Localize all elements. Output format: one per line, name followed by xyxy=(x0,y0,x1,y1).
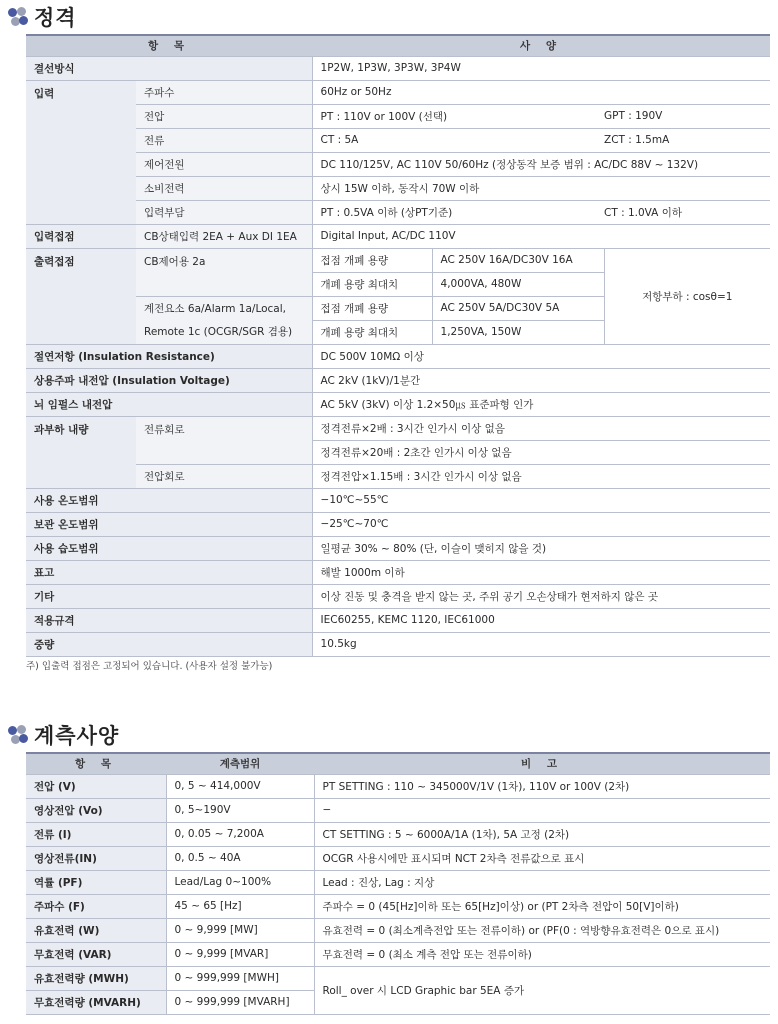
header-item: 항 목 xyxy=(26,753,166,774)
row-label: 절연저항 (Insulation Resistance) xyxy=(26,344,312,368)
row-label: 중량 xyxy=(26,632,312,656)
spec-row xyxy=(26,56,770,80)
meas-item: 무효전력량 (MVARH) xyxy=(26,990,166,1014)
row-sublabel: 제어전원 xyxy=(136,152,312,176)
header-item: 항 목 xyxy=(26,35,312,56)
row-label: 상용주파 내전압 (Insulation Voltage) xyxy=(26,368,312,392)
spec-row xyxy=(26,152,770,176)
header-spec: 사 양 xyxy=(312,35,770,56)
row-label: 출력접점 xyxy=(26,248,136,344)
spec-row xyxy=(26,344,770,368)
meas-range: 0 ~ 999,999 [MWH] xyxy=(166,966,314,990)
meas-range: 0, 0.5 ~ 40A xyxy=(166,846,314,870)
row-sublabel: 전압회로 xyxy=(136,464,312,488)
row-value: 정격전압×1.15배 : 3시간 인가시 이상 없음 xyxy=(312,464,770,488)
spec-row xyxy=(26,488,770,512)
spec-row xyxy=(26,392,770,416)
row-value: 개폐 용량 최대치 xyxy=(312,320,432,344)
spec-row xyxy=(26,464,770,488)
row-label: 기타 xyxy=(26,584,312,608)
spec-header-row xyxy=(26,35,770,56)
row-value: PT : 110V or 100V (선택) xyxy=(312,104,604,128)
row-value: IEC60255, KEMC 1120, IEC61000 xyxy=(312,608,770,632)
spec-row xyxy=(26,224,770,248)
meas-range: 0, 0.05 ~ 7,200A xyxy=(166,822,314,846)
row-label: 결선방식 xyxy=(26,56,312,80)
row-value: 60Hz or 50Hz xyxy=(312,80,770,104)
bullet-dots-icon xyxy=(8,725,28,745)
row-sublabel: CB제어용 2a xyxy=(136,248,312,296)
meas-title: 계측사양 xyxy=(34,724,120,748)
meas-note: Lead : 진상, Lag : 지상 xyxy=(314,870,770,894)
spec-row xyxy=(26,512,770,536)
spec-row xyxy=(26,632,770,656)
meas-row xyxy=(26,774,770,798)
row-sublabel: 전류 xyxy=(136,128,312,152)
meas-row xyxy=(26,918,770,942)
meas-item: 유효전력 (W) xyxy=(26,918,166,942)
spec-row xyxy=(26,560,770,584)
row-sublabel: 입력부담 xyxy=(136,200,312,224)
meas-range: 0 ~ 9,999 [MW] xyxy=(166,918,314,942)
meas-note: CT SETTING : 5 ~ 6000A/1A (1차), 5A 고정 (2차) xyxy=(314,822,770,846)
meas-item: 유효전력량 (MWH) xyxy=(26,966,166,990)
row-value: CT : 1.0VA 이하 xyxy=(604,200,770,224)
row-value: 정격전류×2배 : 3시간 인가시 이상 없음 xyxy=(312,416,770,440)
meas-range: 0 ~ 999,999 [MVARH] xyxy=(166,990,314,1014)
meas-item: 영상전류(IN) xyxy=(26,846,166,870)
spec-section-title xyxy=(8,2,77,32)
spec-row xyxy=(26,536,770,560)
row-value: 개폐 용량 최대치 xyxy=(312,272,432,296)
meas-note: 주파수 = 0 (45[Hz]이하 또는 65[Hz]이상) or (PT 2차측 전압이 50[V]이하) xyxy=(314,894,770,918)
row-value: ZCT : 1.5mA xyxy=(604,128,770,152)
row-label: 뇌 임펄스 내전압 xyxy=(26,392,312,416)
spec-row xyxy=(26,104,770,128)
row-label: 사용 습도범위 xyxy=(26,536,312,560)
row-value: 접점 개폐 용량 xyxy=(312,248,432,272)
row-value: 이상 진동 및 충격을 받지 않는 곳, 주위 공기 오손상태가 현저하지 않은 곳 xyxy=(312,584,770,608)
meas-row xyxy=(26,846,770,870)
row-value: AC 250V 5A/DC30V 5A xyxy=(432,296,604,320)
resistive-load-note: 저항부하 : cosθ=1 xyxy=(604,248,770,344)
meas-note: 유효전력 = 0 (최소계측전압 또는 전류이하) or (PF(0 : 역방향유효전력은 0으로 표시) xyxy=(314,918,770,942)
meas-item: 전압 (V) xyxy=(26,774,166,798)
row-value: CT : 5A xyxy=(312,128,604,152)
meas-item: 역률 (PF) xyxy=(26,870,166,894)
spec-title: 정격 xyxy=(34,6,77,30)
row-value: DC 500V 10MΩ 이상 xyxy=(312,344,770,368)
meas-item: 전류 (I) xyxy=(26,822,166,846)
row-value: 1,250VA, 150W xyxy=(432,320,604,344)
row-value: Digital Input, AC/DC 110V xyxy=(312,224,770,248)
row-value: 정격전류×20배 : 2초간 인가시 이상 없음 xyxy=(312,440,770,464)
row-sublabel: 전류회로 xyxy=(136,416,312,464)
bullet-dots-icon xyxy=(8,7,28,27)
meas-range: 0 ~ 9,999 [MVAR] xyxy=(166,942,314,966)
row-value: GPT : 190V xyxy=(604,104,770,128)
row-label: 입력 xyxy=(26,80,136,224)
spec-footnote: 주) 입출력 접점은 고정되어 있습니다. (사용자 설정 불가능) xyxy=(26,661,273,672)
row-label: 사용 온도범위 xyxy=(26,488,312,512)
meas-item: 영상전압 (Vo) xyxy=(26,798,166,822)
meas-note: OCGR 사용시에만 표시되며 NCT 2차측 전류값으로 표시 xyxy=(314,846,770,870)
row-value: 해발 1000m 이하 xyxy=(312,560,770,584)
row-sublabel: CB상태입력 2EA + Aux DI 1EA xyxy=(136,224,312,248)
row-value: 접점 개폐 용량 xyxy=(312,296,432,320)
meas-row xyxy=(26,942,770,966)
meas-table xyxy=(26,752,770,1015)
spec-row xyxy=(26,584,770,608)
meas-row xyxy=(26,822,770,846)
meas-range: 45 ~ 65 [Hz] xyxy=(166,894,314,918)
row-value: 일평균 30% ~ 80% (단, 이슬이 맺히지 않을 것) xyxy=(312,536,770,560)
spec-row xyxy=(26,248,770,272)
spec-row xyxy=(26,176,770,200)
row-label: 입력접점 xyxy=(26,224,136,248)
meas-section-title xyxy=(8,720,119,750)
meas-note: PT SETTING : 110 ~ 345000V/1V (1차), 110V or 100V (2차) xyxy=(314,774,770,798)
row-label: 과부하 내량 xyxy=(26,416,136,488)
meas-row xyxy=(26,798,770,822)
meas-row xyxy=(26,870,770,894)
meas-header-row xyxy=(26,753,770,774)
row-value: 4,000VA, 480W xyxy=(432,272,604,296)
row-sublabel: Remote 1c (OCGR/SGR 겸용) xyxy=(136,320,312,344)
spec-table xyxy=(26,34,770,657)
row-value: AC 5kV (3kV) 이상 1.2×50㎲ 표준파형 인가 xyxy=(312,392,770,416)
row-label: 보관 온도범위 xyxy=(26,512,312,536)
spec-row xyxy=(26,368,770,392)
row-sublabel: 전압 xyxy=(136,104,312,128)
row-value: DC 110/125V, AC 110V 50/60Hz (정상동작 보증 범위 : AC/DC 88V ~ 132V) xyxy=(312,152,770,176)
row-label: 표고 xyxy=(26,560,312,584)
header-note: 비 고 xyxy=(314,753,770,774)
meas-note: 무효전력 = 0 (최소 계측 전압 또는 전류이하) xyxy=(314,942,770,966)
meas-item: 주파수 (F) xyxy=(26,894,166,918)
meas-row xyxy=(26,894,770,918)
row-value: 10.5kg xyxy=(312,632,770,656)
row-value: AC 250V 16A/DC30V 16A xyxy=(432,248,604,272)
spec-row xyxy=(26,200,770,224)
row-value: 상시 15W 이하, 동작시 70W 이하 xyxy=(312,176,770,200)
meas-note: Roll_ over 시 LCD Graphic bar 5EA 증가 xyxy=(314,966,770,1014)
row-value: 1P2W, 1P3W, 3P3W, 3P4W xyxy=(312,56,770,80)
row-value: −25℃~70℃ xyxy=(312,512,770,536)
meas-note: − xyxy=(314,798,770,822)
row-value: −10℃~55℃ xyxy=(312,488,770,512)
row-sublabel: 소비전력 xyxy=(136,176,312,200)
row-label: 적용규격 xyxy=(26,608,312,632)
spec-row xyxy=(26,416,770,440)
spec-row xyxy=(26,128,770,152)
meas-range: Lead/Lag 0~100% xyxy=(166,870,314,894)
spec-row xyxy=(26,80,770,104)
row-value: PT : 0.5VA 이하 (상PT기준) xyxy=(312,200,604,224)
row-sublabel: 계전요소 6a/Alarm 1a/Local, xyxy=(136,296,312,320)
row-value: AC 2kV (1kV)/1분간 xyxy=(312,368,770,392)
meas-range: 0, 5~190V xyxy=(166,798,314,822)
meas-item: 무효전력 (VAR) xyxy=(26,942,166,966)
row-sublabel: 주파수 xyxy=(136,80,312,104)
spec-row xyxy=(26,608,770,632)
meas-row xyxy=(26,966,770,990)
meas-range: 0, 5 ~ 414,000V xyxy=(166,774,314,798)
header-range: 계측범위 xyxy=(166,753,314,774)
